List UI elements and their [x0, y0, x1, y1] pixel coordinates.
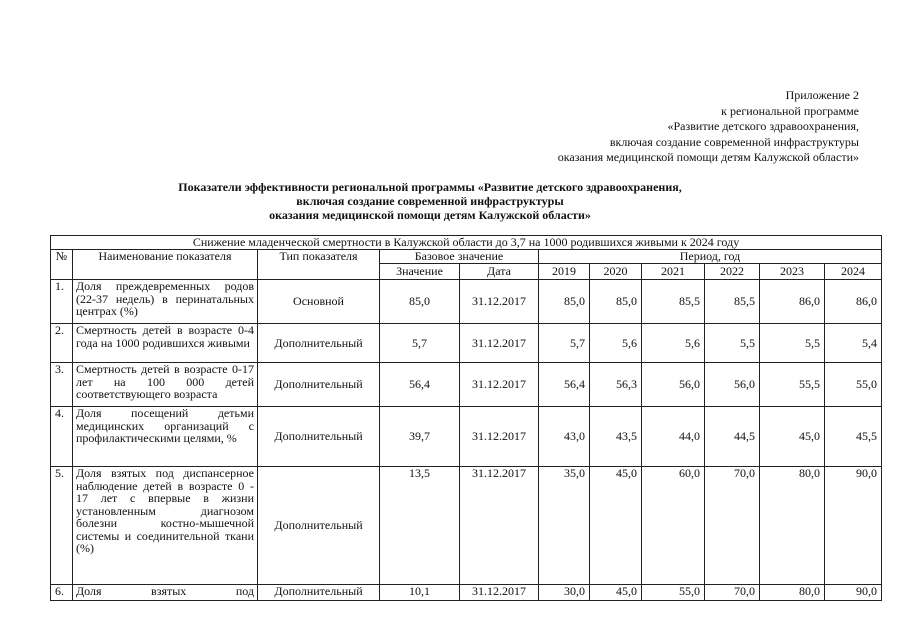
row-name: Доля взятых под: [73, 585, 258, 601]
document-title: [120, 180, 740, 222]
row-year-value: 85,5: [705, 280, 760, 324]
row-year-value: 55,0: [825, 363, 882, 407]
row-year-value: 5,6: [590, 324, 642, 363]
row-year-value: 5,4: [825, 324, 882, 363]
row-year-value: 70,0: [705, 467, 760, 585]
row-name: Доля преждевременных родов (22-37 недель) в перинатальных центрах (%): [73, 280, 258, 324]
row-year-value: 44,0: [642, 407, 705, 467]
row-year-value: 55,0: [642, 585, 705, 601]
appendix-line: к региональной программе: [721, 103, 859, 118]
row-value: 85,0: [380, 280, 460, 324]
row-year-value: 85,5: [642, 280, 705, 324]
row-year-value: 86,0: [825, 280, 882, 324]
row-date: 31.12.2017: [460, 585, 539, 601]
row-num: 5.: [51, 467, 73, 585]
row-num: 2.: [51, 324, 73, 363]
row-year-value: 55,5: [760, 363, 825, 407]
header-date: Дата: [460, 264, 539, 280]
row-year-value: 45,0: [590, 467, 642, 585]
table-row: [51, 324, 882, 363]
row-value: 10,1: [380, 585, 460, 601]
row-year-value: 85,0: [539, 280, 590, 324]
table-row: [51, 407, 882, 467]
row-date: 31.12.2017: [460, 280, 539, 324]
header-year: 2022: [705, 264, 760, 280]
row-year-value: 85,0: [590, 280, 642, 324]
table-row: [51, 280, 882, 324]
row-year-value: 5,5: [705, 324, 760, 363]
row-year-value: 44,5: [705, 407, 760, 467]
goal-row: Снижение младенческой смертности в Калужской области до 3,7 на 1000 родившихся живыми к 2024 году: [51, 236, 882, 250]
table-row: [51, 585, 882, 601]
title-line: включая создание современной инфраструктуры: [296, 194, 564, 208]
appendix-line: включая создание современной инфраструктуры: [609, 134, 859, 149]
row-year-value: 35,0: [539, 467, 590, 585]
appendix-line: оказания медицинской помощи детям Калужской области»: [557, 150, 859, 164]
row-year-value: 86,0: [760, 280, 825, 324]
row-num: 3.: [51, 363, 73, 407]
row-type: Дополнительный: [258, 467, 380, 585]
row-type: Дополнительный: [258, 363, 380, 407]
row-year-value: 56,3: [590, 363, 642, 407]
indicators-table: [50, 235, 882, 601]
row-type: Дополнительный: [258, 407, 380, 467]
header-num: №: [51, 250, 73, 280]
appendix-line: Приложение 2: [785, 88, 859, 102]
row-year-value: 43,0: [539, 407, 590, 467]
header-value: Значение: [380, 264, 460, 280]
row-year-value: 45,0: [590, 585, 642, 601]
row-value: 5,7: [380, 324, 460, 363]
row-year-value: 60,0: [642, 467, 705, 585]
row-year-value: 43,5: [590, 407, 642, 467]
row-num: 1.: [51, 280, 73, 324]
header-year: 2023: [760, 264, 825, 280]
row-year-value: 70,0: [705, 585, 760, 601]
row-value: 13,5: [380, 467, 460, 585]
header-year: 2021: [642, 264, 705, 280]
row-year-value: 90,0: [825, 585, 882, 601]
row-num: 4.: [51, 407, 73, 467]
header-year: 2019: [539, 264, 590, 280]
row-name: Смертность детей в возрасте 0-4 года на 1000 родившихся живыми: [73, 324, 258, 363]
row-year-value: 45,5: [825, 407, 882, 467]
row-value: 56,4: [380, 363, 460, 407]
header-type: Тип показателя: [258, 250, 380, 280]
row-date: 31.12.2017: [460, 363, 539, 407]
row-type: Основной: [258, 280, 380, 324]
row-year-value: 30,0: [539, 585, 590, 601]
header-year: 2020: [590, 264, 642, 280]
header-name: Наименование показателя: [73, 250, 258, 280]
appendix-line: «Развитие детского здравоохранения,: [667, 119, 859, 133]
table-row: [51, 363, 882, 407]
row-type: Дополнительный: [258, 324, 380, 363]
row-year-value: 56,4: [539, 363, 590, 407]
row-year-value: 80,0: [760, 467, 825, 585]
title-line: оказания медицинской помощи детям Калужской области»: [269, 208, 591, 222]
title-line: Показатели эффективности региональной программы «Развитие детского здравоохранения,: [178, 180, 682, 194]
row-name: Доля посещений детьми медицинских организаций с профилактическими целями, %: [73, 407, 258, 467]
row-name: Доля взятых под диспансерное наблюдение детей в возрасте 0 - 17 лет с впервые в жизни установленным диагнозом болезни костно-мышечной системы и соединительной ткани (%): [73, 467, 258, 585]
appendix-header: [558, 88, 859, 166]
row-date: 31.12.2017: [460, 407, 539, 467]
row-year-value: 80,0: [760, 585, 825, 601]
row-date: 31.12.2017: [460, 324, 539, 363]
row-year-value: 5,5: [760, 324, 825, 363]
row-year-value: 5,7: [539, 324, 590, 363]
header-base: Базовое значение: [380, 250, 539, 264]
table-row: [51, 467, 882, 585]
header-period: Период, год: [539, 250, 882, 264]
row-year-value: 90,0: [825, 467, 882, 585]
row-value: 39,7: [380, 407, 460, 467]
row-date: 31.12.2017: [460, 467, 539, 585]
row-year-value: 5,6: [642, 324, 705, 363]
row-year-value: 56,0: [705, 363, 760, 407]
row-num: 6.: [51, 585, 73, 601]
row-type: Дополнительный: [258, 585, 380, 601]
row-year-value: 45,0: [760, 407, 825, 467]
row-year-value: 56,0: [642, 363, 705, 407]
row-name: Смертность детей в возрасте 0-17 лет на 100 000 детей соответствующего возраста: [73, 363, 258, 407]
header-year: 2024: [825, 264, 882, 280]
